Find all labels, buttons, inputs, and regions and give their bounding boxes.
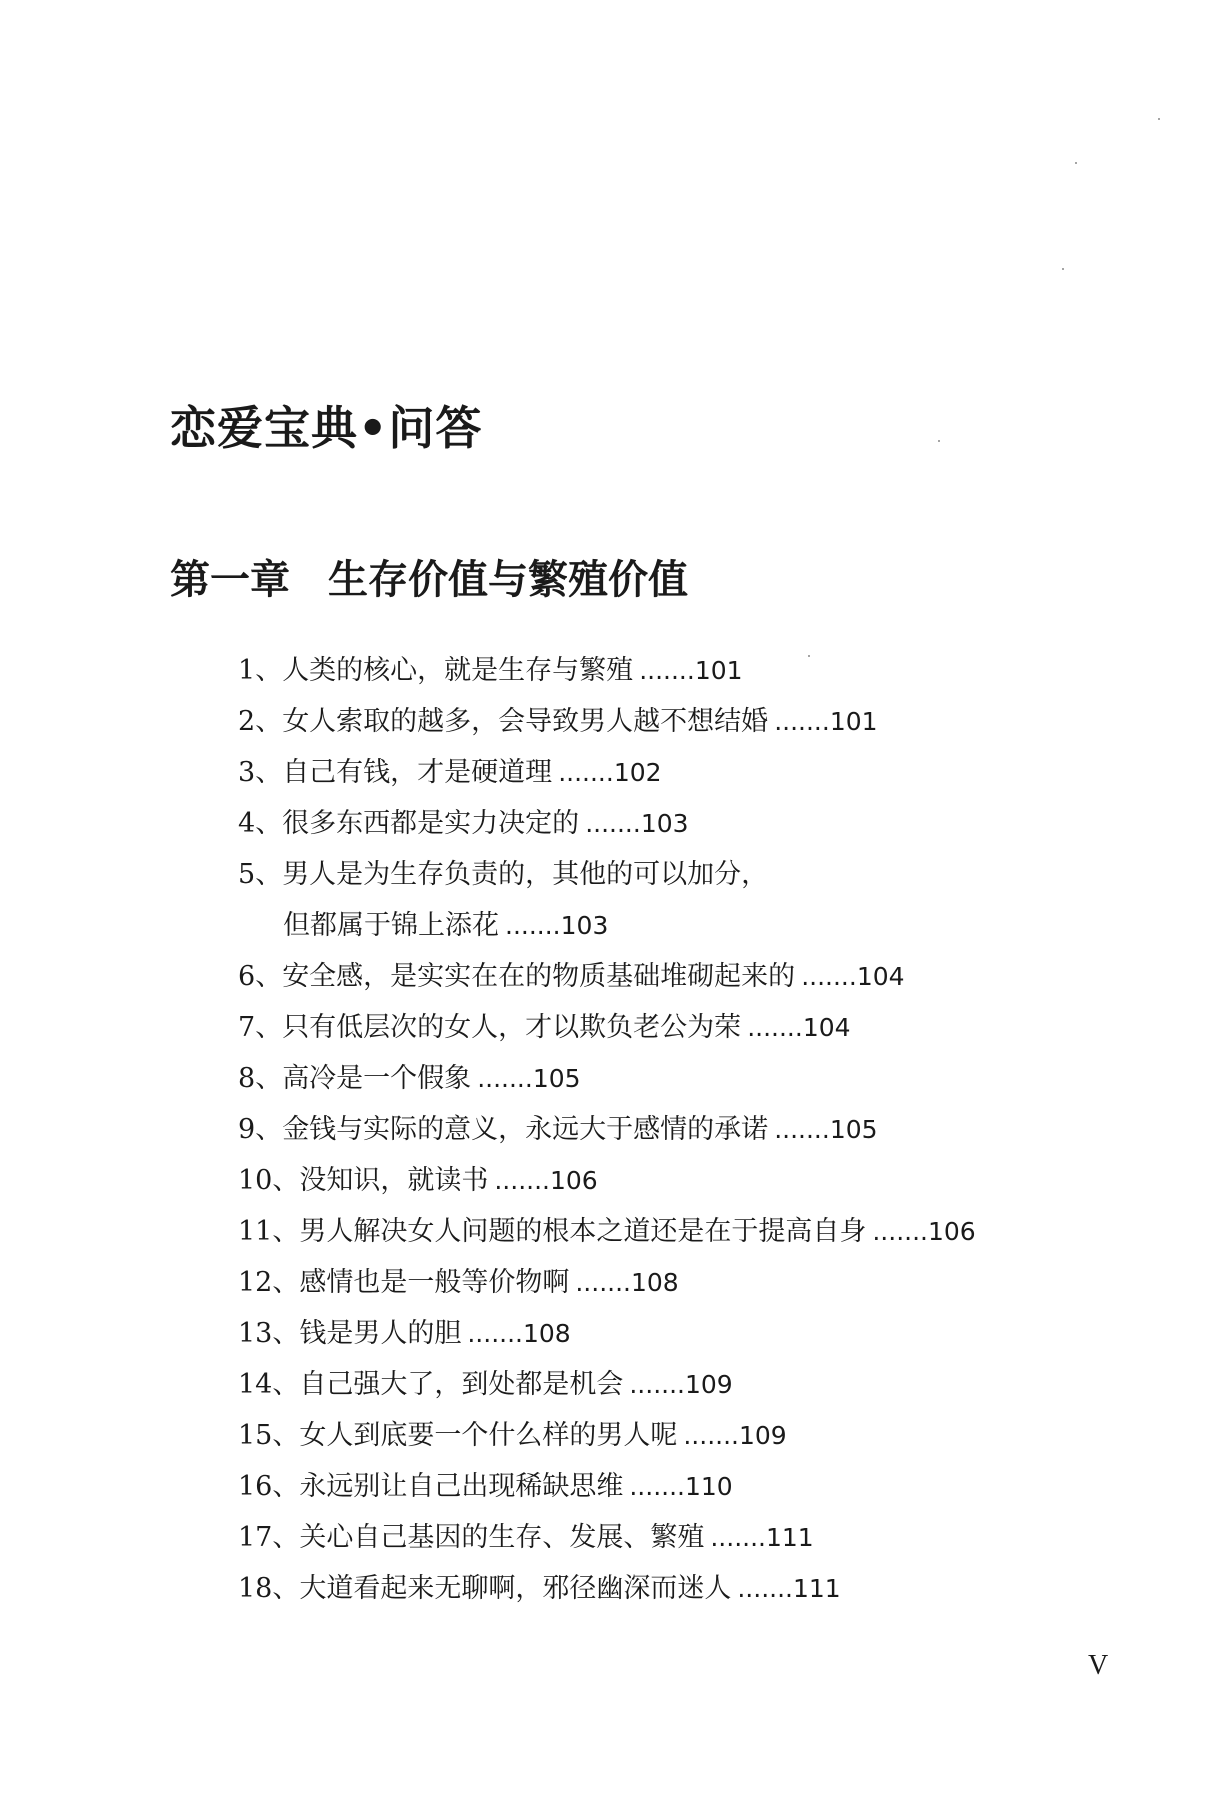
toc-entry-separator: 、 — [272, 1522, 300, 1553]
toc-entry-page: 104 — [856, 962, 905, 991]
toc-entry — [238, 1410, 976, 1461]
toc-entry — [238, 1563, 976, 1614]
scan-speck — [1062, 268, 1064, 270]
toc-entry-separator: 、 — [255, 655, 283, 686]
toc-entry — [238, 1257, 976, 1308]
toc-entry-number: 12 — [238, 1267, 273, 1298]
toc-entry-page: 102 — [613, 758, 662, 787]
toc-entry-title: 只有低层次的女人，才以欺负老公为荣 — [282, 1012, 742, 1043]
toc-entry-title: 关心自己基因的生存、发展、繁殖 — [299, 1522, 705, 1553]
toc-leader-dots: ....... — [494, 1166, 550, 1195]
toc-leader-dots: ....... — [505, 911, 561, 940]
toc-entry-title: 金钱与实际的意义，永远大于感情的承诺 — [282, 1114, 769, 1145]
toc-entry-title: 人类的核心，就是生存与繁殖 — [282, 655, 634, 686]
toc-entry-separator: 、 — [272, 1216, 300, 1247]
toc-entry-page: 101 — [694, 656, 743, 685]
toc-entry-page: 104 — [802, 1013, 851, 1042]
toc-entry-page: 105 — [829, 1115, 878, 1144]
toc-entry-number: 7 — [238, 1012, 256, 1043]
toc-entry — [238, 1155, 976, 1206]
toc-leader-dots: ....... — [683, 1421, 739, 1450]
toc-entry-title: 很多东西都是实力决定的 — [282, 808, 580, 839]
toc-entry — [238, 747, 976, 798]
chapter-heading — [170, 552, 688, 608]
toc-entry-separator: 、 — [272, 1318, 300, 1349]
toc-entry-title: 女人到底要一个什么样的男人呢 — [299, 1420, 678, 1451]
book-title: 恋爱宝典•问答 — [170, 401, 483, 455]
scan-speck — [1075, 162, 1077, 164]
toc-entry-title: 安全感，是实实在在的物质基础堆砌起来的 — [282, 961, 796, 992]
toc-entry-title: 自己强大了，到处都是机会 — [299, 1369, 624, 1400]
toc-leader-dots: ....... — [629, 1472, 685, 1501]
toc-entry-separator: 、 — [255, 808, 283, 839]
toc-entry-title: 大道看起来无聊啊，邪径幽深而迷人 — [299, 1573, 732, 1604]
toc-entry — [238, 1053, 976, 1104]
toc-entry-separator: 、 — [272, 1471, 300, 1502]
toc-entry-title-continued: 但都属于锦上添花 — [283, 910, 499, 941]
toc-leader-dots: ....... — [639, 656, 695, 685]
toc-entry-title: 男人是为生存负责的，其他的可以加分， — [282, 859, 769, 890]
toc-entry — [238, 645, 976, 696]
scan-speck — [938, 440, 940, 442]
toc-entry — [238, 1002, 976, 1053]
toc-entry-page: 106 — [550, 1166, 598, 1195]
toc-entry-number: 4 — [238, 808, 256, 839]
toc-entry-separator: 、 — [255, 961, 283, 992]
toc-entry-page: 105 — [532, 1064, 581, 1093]
toc-entry-separator: 、 — [272, 1267, 300, 1298]
toc-entry-number: 14 — [238, 1369, 273, 1400]
toc-entry — [238, 849, 976, 900]
toc-leader-dots: ....... — [558, 758, 614, 787]
toc-entry-title: 永远别让自己出现稀缺思维 — [299, 1471, 624, 1502]
toc-entry — [238, 951, 976, 1002]
scan-speck — [808, 655, 810, 657]
toc-entry-number: 16 — [238, 1471, 273, 1502]
toc-entry-continuation — [238, 900, 976, 951]
toc-entry-title: 自己有钱，才是硬道理 — [282, 757, 553, 788]
toc-entry-number: 6 — [238, 961, 256, 992]
toc-entry — [238, 798, 976, 849]
chapter-number: 第一章 — [170, 556, 290, 603]
scan-speck — [1158, 118, 1160, 120]
toc-entry — [238, 696, 976, 747]
toc-entry — [238, 1206, 976, 1257]
toc-entry — [238, 1104, 976, 1155]
toc-entry-page: 108 — [631, 1268, 679, 1297]
toc-entry-title: 男人解决女人问题的根本之道还是在于提高自身 — [299, 1216, 867, 1247]
toc-entry-number: 9 — [238, 1114, 256, 1145]
toc-leader-dots: ....... — [737, 1574, 793, 1603]
toc-entry-page: 111 — [766, 1523, 814, 1552]
toc-entry — [238, 1512, 976, 1563]
table-of-contents — [238, 645, 976, 1614]
toc-entry-page: 103 — [640, 809, 689, 838]
toc-entry-number: 3 — [238, 757, 256, 788]
toc-entry-separator: 、 — [272, 1369, 300, 1400]
toc-entry-separator: 、 — [272, 1573, 300, 1604]
toc-entry-number: 18 — [238, 1573, 273, 1604]
toc-entry-number: 1 — [238, 655, 256, 686]
toc-entry-separator: 、 — [272, 1420, 300, 1451]
toc-entry-number: 8 — [238, 1063, 256, 1094]
toc-entry-title: 钱是男人的胆 — [299, 1318, 462, 1349]
toc-leader-dots: ....... — [629, 1370, 685, 1399]
toc-leader-dots: ....... — [585, 809, 641, 838]
toc-entry-number: 2 — [238, 706, 256, 737]
toc-entry-page: 111 — [793, 1574, 841, 1603]
toc-entry-separator: 、 — [255, 859, 283, 890]
toc-leader-dots: ....... — [477, 1064, 533, 1093]
toc-entry-number: 11 — [238, 1216, 273, 1247]
toc-entry — [238, 1461, 976, 1512]
toc-entry-separator: 、 — [255, 706, 283, 737]
chapter-title: 生存价值与繁殖价值 — [328, 556, 688, 603]
toc-entry — [238, 1308, 976, 1359]
toc-entry-number: 5 — [238, 859, 256, 890]
toc-entry-page: 101 — [829, 707, 878, 736]
toc-entry-separator: 、 — [255, 757, 283, 788]
toc-entry-number: 17 — [238, 1522, 273, 1553]
toc-entry — [238, 1359, 976, 1410]
toc-entry-separator: 、 — [272, 1165, 300, 1196]
toc-entry-title: 没知识，就读书 — [299, 1165, 489, 1196]
toc-entry-number: 15 — [238, 1420, 273, 1451]
toc-entry-separator: 、 — [255, 1063, 283, 1094]
toc-entry-page: 109 — [685, 1370, 733, 1399]
toc-leader-dots: ....... — [801, 962, 857, 991]
toc-leader-dots: ....... — [467, 1319, 523, 1348]
toc-leader-dots: ....... — [575, 1268, 631, 1297]
toc-entry-page: 108 — [523, 1319, 571, 1348]
toc-leader-dots: ....... — [872, 1217, 928, 1246]
toc-entry-separator: 、 — [255, 1012, 283, 1043]
toc-leader-dots: ....... — [747, 1013, 803, 1042]
toc-entry-page: 110 — [685, 1472, 733, 1501]
toc-entry-page: 106 — [928, 1217, 976, 1246]
toc-entry-title: 感情也是一般等价物啊 — [299, 1267, 570, 1298]
toc-entry-number: 10 — [238, 1165, 273, 1196]
toc-entry-title: 高冷是一个假象 — [282, 1063, 472, 1094]
toc-entry-page: 103 — [560, 911, 609, 940]
page-number: V — [1088, 1650, 1109, 1681]
toc-leader-dots: ....... — [774, 707, 830, 736]
toc-entry-page: 109 — [739, 1421, 787, 1450]
toc-entry-separator: 、 — [255, 1114, 283, 1145]
toc-entry-number: 13 — [238, 1318, 273, 1349]
toc-leader-dots: ....... — [710, 1523, 766, 1552]
toc-leader-dots: ....... — [774, 1115, 830, 1144]
toc-entry-title: 女人索取的越多，会导致男人越不想结婚 — [282, 706, 769, 737]
